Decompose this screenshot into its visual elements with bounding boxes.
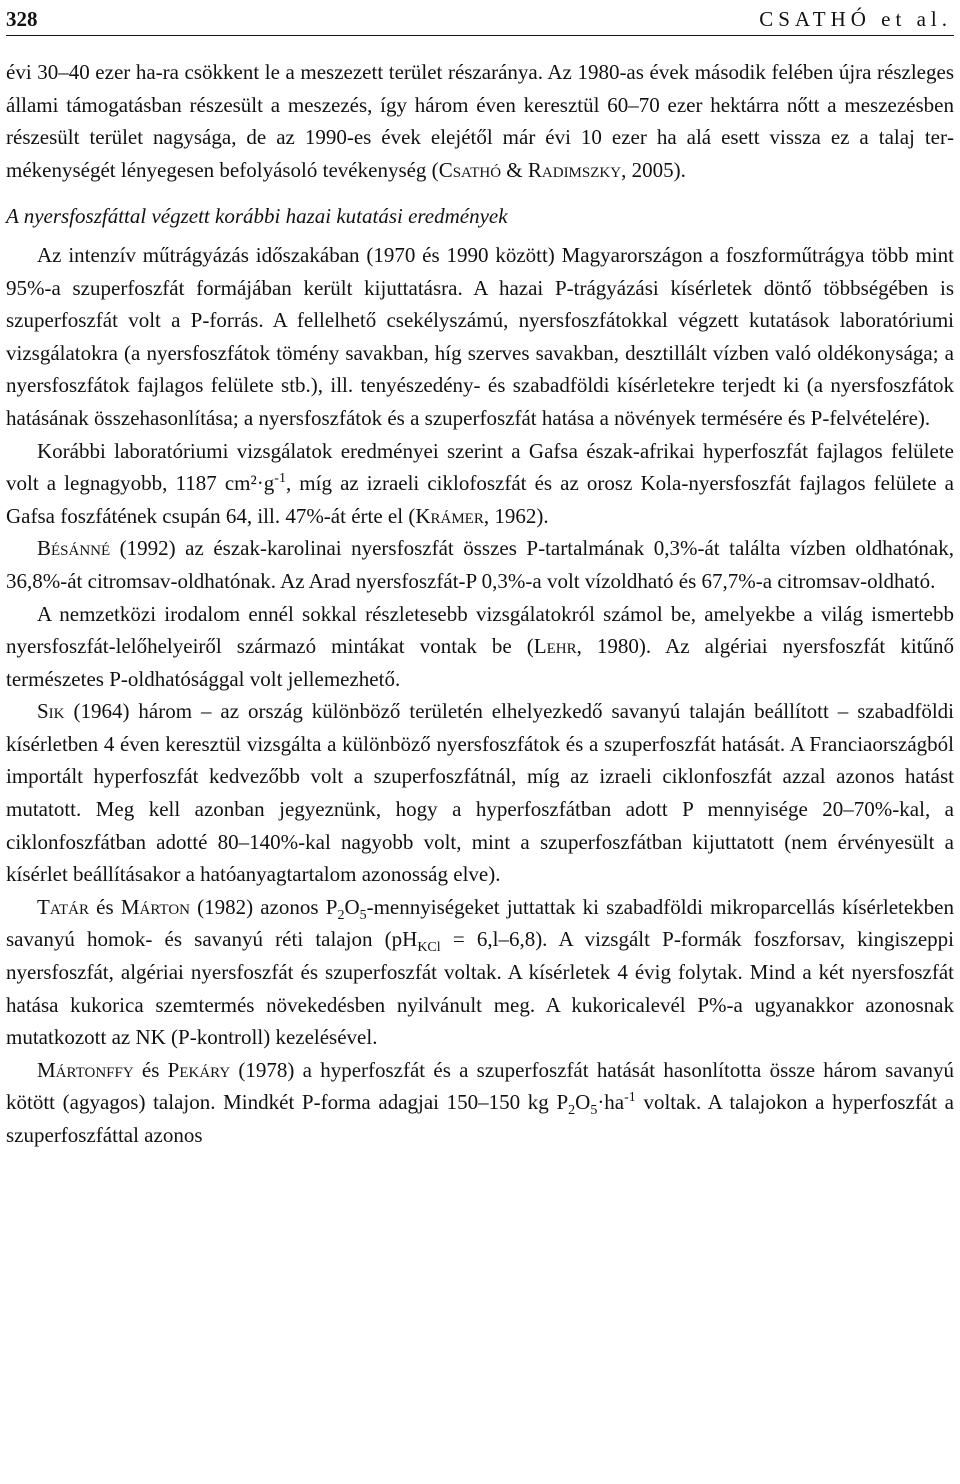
author-citation: Csathó (438, 157, 502, 182)
text-run: és (133, 1057, 168, 1082)
author-citation: Lehr (533, 634, 577, 659)
text-run: (1982) azonos P (189, 894, 338, 919)
paragraph-3 (6, 435, 954, 533)
text-run: O (344, 894, 360, 919)
author-citation: Tatár (37, 894, 89, 919)
text-run: (1978) a hyperfoszfát és a szuperfoszfát hatását hasonlította össze három savanyú kötött (agyagos) talajon. Mindkét P-forma adagjai 150–150 kg P (6, 1057, 954, 1115)
author-citation: Pekáry (167, 1057, 231, 1082)
text-run: (1992) az észak-karolinai nyersfoszfát összes P-tartalmának 0,3%-át találta vízben oldhatónak, 36,8%-át citromsav-oldhatónak. Az Arad nyersfoszfát-P 0,3%-a volt vízoldható és 67,7%-a citromsav-oldható. (6, 536, 954, 593)
paragraph-5 (6, 598, 954, 696)
author-citation: Mártonffy (37, 1057, 134, 1082)
text-run: voltak. A talajokon a hyperfoszfát a szuperfoszfáttal azonos (6, 1090, 954, 1147)
text-run: O (575, 1090, 591, 1115)
page-number: 328 (6, 7, 38, 31)
text-run: évi 30–40 ezer ha-ra csökkent le a meszezett terület részaránya. Az 1980-as évek második felében újra részleges állami támogatásban részesült a meszezés, így három éven keresztül 60–70 ezer hektárra nőtt a meszezésben részesült terület nagysága, de az 1990-es évek elejétől már évi 10 ezer ha alá esett vissza ez a talaj termékenységét lényegesen befolyásoló tevékenység ( (6, 60, 954, 182)
text-run: (1964) három – az ország különböző területén elhelyezkedő savanyú talaján beállított – szabadföldi kísérletben 4 éven keresztül vizsgálta a különböző nyersfoszfátok és a szuperfoszfát hatását. A Franciaországból importált hyperfoszfát kedvezőbb volt a szuperfoszfátnál, míg az izraeli ciklonfoszfát azzal azonos hatást mutatott. Meg kell azonban jegyeznünk, hogy a hyperfoszfátban adott P mennyisége 20–70%-kal, a ciklonfoszfátban adotté 80–140%-kal nagyobb volt, mint a szuperfoszfátban kijuttatott (nem érvényesült a kísérlet beállításakor a hatóanyagtartalom azonosság elve). (6, 699, 954, 887)
superscript: -1 (274, 471, 286, 487)
text-run: , míg az izraeli ciklofoszfát és az orosz Kola-nyersfoszfát fajlagos felülete a Gafsa foszfátének csupán 64, ill. 47%-át érte el ( (6, 471, 954, 528)
text-run: , 2005). (621, 157, 686, 182)
running-head: CSATHÓ et al. (759, 7, 952, 31)
paragraph-8 (6, 1054, 954, 1152)
superscript: -1 (624, 1090, 636, 1106)
paragraph-1 (6, 56, 954, 186)
author-citation: Radimszky (527, 157, 622, 182)
text-run: , 1980). Az algériai nyersfoszfát kitűnő természetes P-oldhatósággal volt jellemezhető. (6, 634, 954, 691)
paragraph-4 (6, 532, 954, 597)
text-run: és (89, 894, 121, 919)
subscript: 5 (590, 1103, 598, 1119)
author-citation: Sik (37, 699, 65, 724)
text-run: -mennyiségeket juttattak ki szabadföldi mikroparcellás kísérletekben savanyú homok- és savanyú réti talajon (pH (6, 894, 955, 952)
text-run: , 1962). (483, 503, 549, 528)
subscript: KCl (417, 940, 441, 956)
text-run: A nemzetközi irodalom ennél sokkal részletesebb vizsgálatokról számol be, amelyekbe a világ ismertebb nyersfoszfát-lelőhelyeiről származó mintákat vontak be ( (6, 601, 954, 659)
subscript: 5 (359, 908, 367, 924)
body-text (6, 56, 954, 1152)
page (6, 0, 954, 1484)
subscript: 2 (337, 908, 345, 924)
paragraph-6 (6, 695, 954, 891)
text-run: & (501, 157, 528, 182)
section-heading: A nyersfoszfáttal végzett korábbi hazai kutatási eredmények (6, 204, 508, 229)
text-run: Korábbi laboratóriumi vizsgálatok eredményei szerint a Gafsa észak-afrikai hyperfoszfát fajlagos felülete volt a legnagyobb, 1187 cm²·g (6, 438, 954, 496)
page-header (6, 5, 954, 36)
paragraph-2: Az intenzív műtrágyázás időszakában (1970 és 1990 között) Magyarországon a foszforműtrágya több mint 95%-a szuperfoszfát formájában került kijuttatásra. A hazai P-trágyázási kísérletek döntő többségében is szuperfoszfát volt a P-forrás. A fellelhető csekélyszámú, nyersfoszfátokkal végzett kutatások laboratóriumi vizsgálatokra (a nyersfoszfátok tömény savakban, híg szerves savakban, desztillált vízben való oldékonysága; a nyersfoszfátok fajlagos felülete stb.), ill. tenyészedény- és szabadföldi kísérletekre terjedt ki (a nyersfoszfátok hatásának összehasonlítása; a nyersfoszfátok és a szuperfoszfát hatása a növények termésére és P-felvételére). (6, 242, 954, 430)
author-citation: Bésánné (37, 536, 111, 561)
author-citation: Krámer (415, 503, 484, 528)
text-run: = 6,l–6,8). A vizsgált P-formák foszforsav, kingiszeppi nyersfoszfát, algériai nyersfoszfát és szuperfoszfát voltak. A kísérletek 4 évig folytak. Mind a két nyersfoszfát hatása kukorica szemtermés növekedésben nyilvánult meg. A kukoricalevél P%-a ugyanakkor azonosnak mutatkozott az NK (P-kontroll) kezelésével. (6, 927, 954, 1050)
paragraph-7 (6, 891, 954, 1054)
author-citation: Márton (120, 894, 190, 919)
subscript: 2 (568, 1103, 576, 1119)
text-run: ·ha (597, 1090, 625, 1115)
